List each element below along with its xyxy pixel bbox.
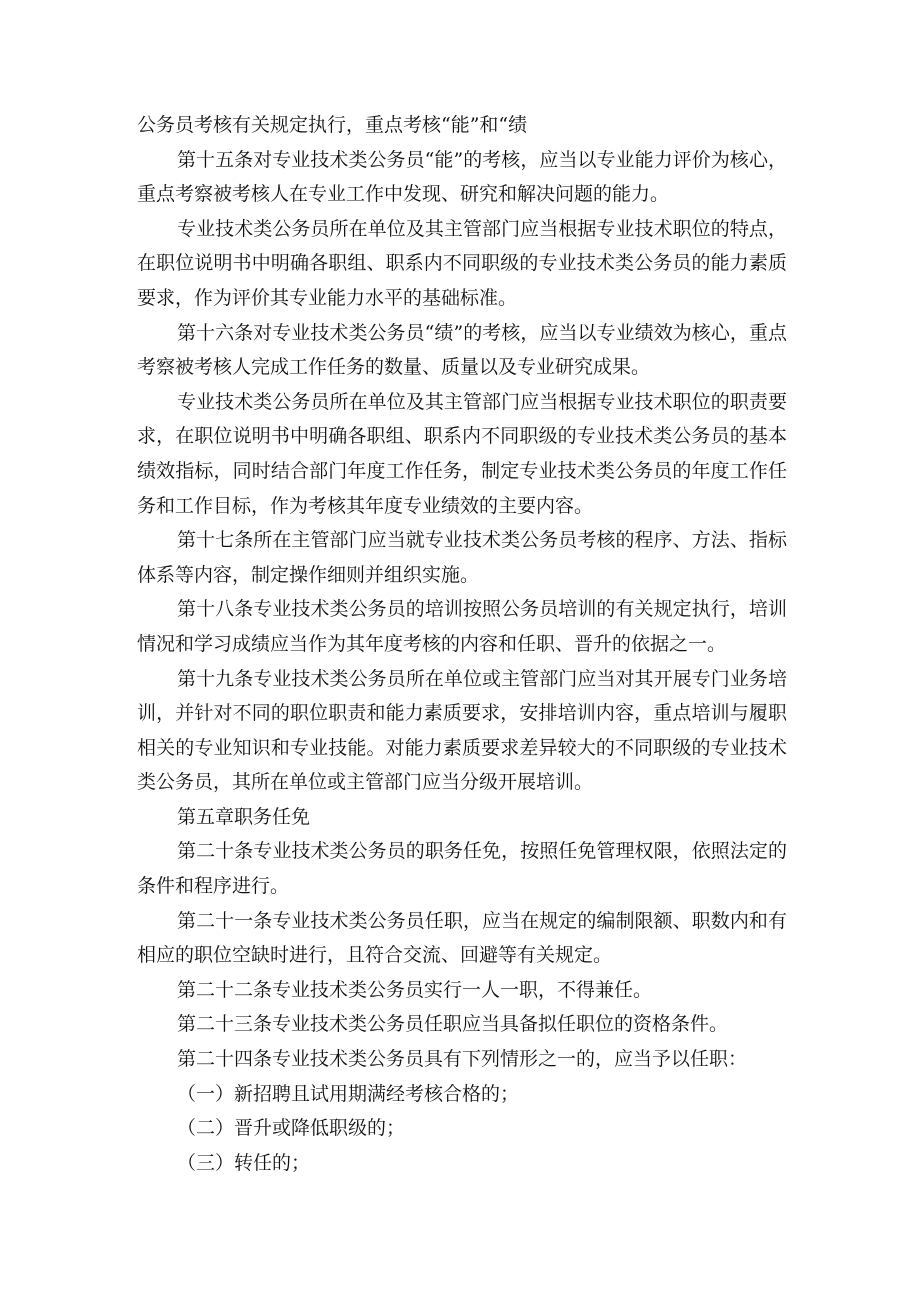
paragraph-article-22: 第二十二条专业技术类公务员实行一人一职，不得兼任。 [177, 978, 653, 1001]
paragraph-article-17: 第十七条所在主管部门应当就专业技术类公务员考核的程序、方法、指标体系等内容，制定操作细则并组织实施。 [137, 529, 787, 586]
paragraph-performance-indicators: 专业技术类公务员所在单位及其主管部门应当根据专业技术职位的职责要求，在职位说明书中明确各职组、职系内不同职级的专业技术类公务员的基本绩效指标，同时结合部门年度工作任务，制定专业技术类公务员的年度工作任务和工作目标，作为考核其年度专业绩效的主要内容。 [137, 390, 787, 517]
paragraph-article-24: 第二十四条专业技术类公务员具有下列情形之一的，应当予以任职： [177, 1048, 748, 1071]
paragraph-ability-standard: 专业技术类公务员所在单位及其主管部门应当根据专业技术职位的特点，在职位说明书中明确各职组、职系内不同职级的专业技术类公务员的能力素质要求，作为评价其专业能力水平的基础标准。 [137, 217, 787, 309]
paragraph-article-19: 第十九条专业技术类公务员所在单位或主管部门应当对其开展专门业务培训，并针对不同的职位职责和能力素质要求，安排培训内容，重点培训与履职相关的专业知识和专业技能。对能力素质要求差异较大的不同职级的专业技术类公务员，其所在单位或主管部门应当分级开展培训。 [137, 667, 787, 794]
list-item-1: （一）新招聘且试用期满经考核合格的； [177, 1082, 520, 1105]
paragraph-article-23: 第二十三条专业技术类公务员任职应当具备拟任职位的资格条件。 [177, 1013, 729, 1036]
list-item-3: （三）转任的； [177, 1151, 311, 1174]
paragraph-article-16: 第十六条对专业技术类公务员“绩”的考核，应当以专业绩效为核心，重点考察被考核人完成工作任务的数量、质量以及专业研究成果。 [137, 321, 787, 379]
paragraph-article-21: 第二十一条专业技术类公务员任职，应当在规定的编制限额、职数内和有相应的职位空缺时进行，且符合交流、回避等有关规定。 [137, 909, 787, 967]
chapter-heading-5: 第五章职务任免 [177, 805, 311, 828]
paragraph-article-20: 第二十条专业技术类公务员的职务任免，按照任免管理权限，依照法定的条件和程序进行。 [137, 840, 787, 898]
paragraph-article-18: 第十八条专业技术类公务员的培训按照公务员培训的有关规定执行，培训情况和学习成绩应当作为其年度考核的内容和任职、晋升的依据之一。 [137, 598, 787, 655]
document-body [137, 108, 787, 1180]
paragraph-continuation: 公务员考核有关规定执行，重点考核“能”和“绩 [137, 114, 528, 136]
list-item-2: （二）晋升或降低职级的； [177, 1117, 406, 1140]
paragraph-article-15: 第十五条对专业技术类公务员“能”的考核，应当以专业能力评价为核心，重点考察被考核人在专业工作中发现、研究和解决问题的能力。 [137, 148, 787, 206]
